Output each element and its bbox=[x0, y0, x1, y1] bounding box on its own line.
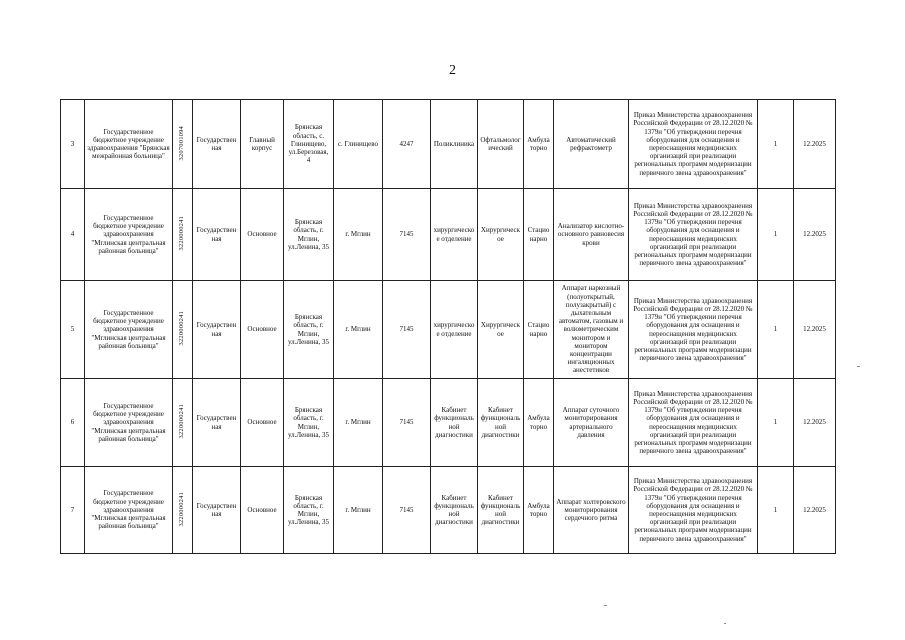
equipment-table bbox=[60, 99, 836, 554]
inn-code: 3207001094 bbox=[178, 125, 186, 161]
ownership-form: Государственная bbox=[193, 281, 241, 379]
locality: г. Мглин bbox=[334, 467, 383, 554]
care-condition: Стационарно bbox=[524, 189, 554, 281]
building-name: Основное bbox=[241, 189, 284, 281]
address: Брянская область, г. Мглин, ул.Ленина, 35 bbox=[284, 189, 334, 281]
care-condition: Амбулаторно bbox=[524, 100, 554, 189]
equipment-name: Анализатор кислотно-основного равновесия крови bbox=[554, 189, 629, 281]
row-number: 5 bbox=[61, 281, 85, 379]
quantity: 1 bbox=[758, 189, 794, 281]
ownership-form: Государственная bbox=[193, 100, 241, 189]
table-row bbox=[61, 467, 836, 554]
address: Брянская область, г. Мглин, ул.Ленина, 35 bbox=[284, 281, 334, 379]
row-number: 6 bbox=[61, 379, 85, 467]
equipment-name: Аппарат наркозный (полуоткрытый, полузакрытый) с дыхательным автоматом, газовым и волюметрическим монитором и монитором концентрации ингаляционных анестетиков bbox=[554, 281, 629, 379]
scan-speck bbox=[857, 366, 860, 367]
department: Кабинет функциональной диагностики bbox=[431, 379, 478, 467]
inn-code: 3220000241 bbox=[178, 491, 186, 527]
organization-name: Государственное бюджетное учреждение здравоохранения "Брянская межрайонная больница" bbox=[85, 100, 173, 189]
medical-profile: Кабинет функциональной диагностики bbox=[478, 467, 524, 554]
care-condition: Стационарно bbox=[524, 281, 554, 379]
inn-code: 3220000241 bbox=[178, 404, 186, 439]
locality: с. Глинищево bbox=[334, 100, 383, 189]
scan-speck bbox=[724, 623, 726, 624]
address: Брянская область, г. Мглин, ул.Ленина, 35 bbox=[284, 467, 334, 554]
care-condition: Амбулаторно bbox=[524, 467, 554, 554]
ownership-form: Государственная bbox=[193, 189, 241, 281]
building-name: Основное bbox=[241, 379, 284, 467]
regulatory-order: Приказ Министерства здравоохранения Российской Федерации от 28.12.2020 № 1379н "Об утверждении перечня оборудования для оснащения и переоснащения медицинских организаций при реализации региональных программ модернизации первичного звена здравоохранения" bbox=[629, 100, 758, 189]
quantity: 1 bbox=[758, 467, 794, 554]
organization-name: Государственное бюджетное учреждение здравоохранения "Мглинская центральная районная больница" bbox=[85, 281, 173, 379]
table-row bbox=[61, 281, 836, 379]
locality-code: 7145 bbox=[383, 379, 431, 467]
organization-name: Государственное бюджетное учреждение здравоохранения "Мглинская центральная районная больница" bbox=[85, 189, 173, 281]
delivery-date: 12.2025 bbox=[794, 379, 836, 467]
inn-code: 3220000241 bbox=[178, 311, 186, 346]
regulatory-order: Приказ Министерства здравоохранения Российской Федерации от 28.12.2020 № 1379н "Об утверждении перечня оборудования для оснащения и переоснащения медицинских организаций при реализации региональных программ модернизации первичного звена здравоохранения" bbox=[629, 189, 758, 281]
delivery-date: 12.2025 bbox=[794, 281, 836, 379]
row-number: 3 bbox=[61, 100, 85, 189]
department: Кабинет функциональной диагностики bbox=[431, 467, 478, 554]
delivery-date: 12.2025 bbox=[794, 467, 836, 554]
inn-code: 3220000241 bbox=[178, 216, 186, 251]
ownership-form: Государственная bbox=[193, 379, 241, 467]
quantity: 1 bbox=[758, 281, 794, 379]
table-row bbox=[61, 379, 836, 467]
locality-code: 7145 bbox=[383, 281, 431, 379]
scan-speck bbox=[604, 605, 607, 606]
quantity: 1 bbox=[758, 100, 794, 189]
table-row bbox=[61, 100, 836, 189]
delivery-date: 12.2025 bbox=[794, 100, 836, 189]
organization-name: Государственное бюджетное учреждение здравоохранения "Мглинская центральная районная больница" bbox=[85, 467, 173, 554]
row-number: 4 bbox=[61, 189, 85, 281]
equipment-name: Автоматический рефрактометр bbox=[554, 100, 629, 189]
table-row bbox=[61, 189, 836, 281]
organization-name: Государственное бюджетное учреждение здравоохранения "Мглинская центральная районная больница" bbox=[85, 379, 173, 467]
building-name: Главный корпус bbox=[241, 100, 284, 189]
locality: г. Мглин bbox=[334, 281, 383, 379]
department: Поликлиника bbox=[431, 100, 478, 189]
address: Брянская область, г. Мглин, ул.Ленина, 35 bbox=[284, 379, 334, 467]
locality-code: 7145 bbox=[383, 467, 431, 554]
locality-code: 4247 bbox=[383, 100, 431, 189]
page-number: 2 bbox=[449, 63, 456, 78]
quantity: 1 bbox=[758, 379, 794, 467]
medical-profile: Хирургическое bbox=[478, 281, 524, 379]
medical-profile: Хирургическое bbox=[478, 189, 524, 281]
building-name: Основное bbox=[241, 281, 284, 379]
department: хирургическое отделение bbox=[431, 281, 478, 379]
department: хирургическое отделение bbox=[431, 189, 478, 281]
address: Брянская область, с. Глинищево, ул.Березовая, 4 bbox=[284, 100, 334, 189]
building-name: Основное bbox=[241, 467, 284, 554]
locality: г. Мглин bbox=[334, 189, 383, 281]
ownership-form: Государственная bbox=[193, 467, 241, 554]
locality: г. Мглин bbox=[334, 379, 383, 467]
care-condition: Амбулаторно bbox=[524, 379, 554, 467]
medical-profile: Кабинет функциональной диагностики bbox=[478, 379, 524, 467]
regulatory-order: Приказ Министерства здравоохранения Российской Федерации от 28.12.2020 № 1379н "Об утверждении перечня оборудования для оснащения и переоснащения медицинских организаций при реализации региональных программ модернизации первичного звена здравоохранения" bbox=[629, 379, 758, 467]
equipment-name: Аппарат холтеровского мониторирования сердечного ритма bbox=[554, 467, 629, 554]
delivery-date: 12.2025 bbox=[794, 189, 836, 281]
regulatory-order: Приказ Министерства здравоохранения Российской Федерации от 28.12.2020 № 1379н "Об утверждении перечня оборудования для оснащения и переоснащения медицинских организаций при реализации региональных программ модернизации первичного звена здравоохранения" bbox=[629, 281, 758, 379]
equipment-name: Аппарат суточного мониторирования артериального давления bbox=[554, 379, 629, 467]
medical-profile: Офтальмологический bbox=[478, 100, 524, 189]
regulatory-order: Приказ Министерства здравоохранения Российской Федерации от 28.12.2020 № 1379н "Об утверждении перечня оборудования для оснащения и переоснащения медицинских организаций при реализации региональных программ модернизации первичного звена здравоохранения" bbox=[629, 467, 758, 554]
row-number: 7 bbox=[61, 467, 85, 554]
locality-code: 7145 bbox=[383, 189, 431, 281]
